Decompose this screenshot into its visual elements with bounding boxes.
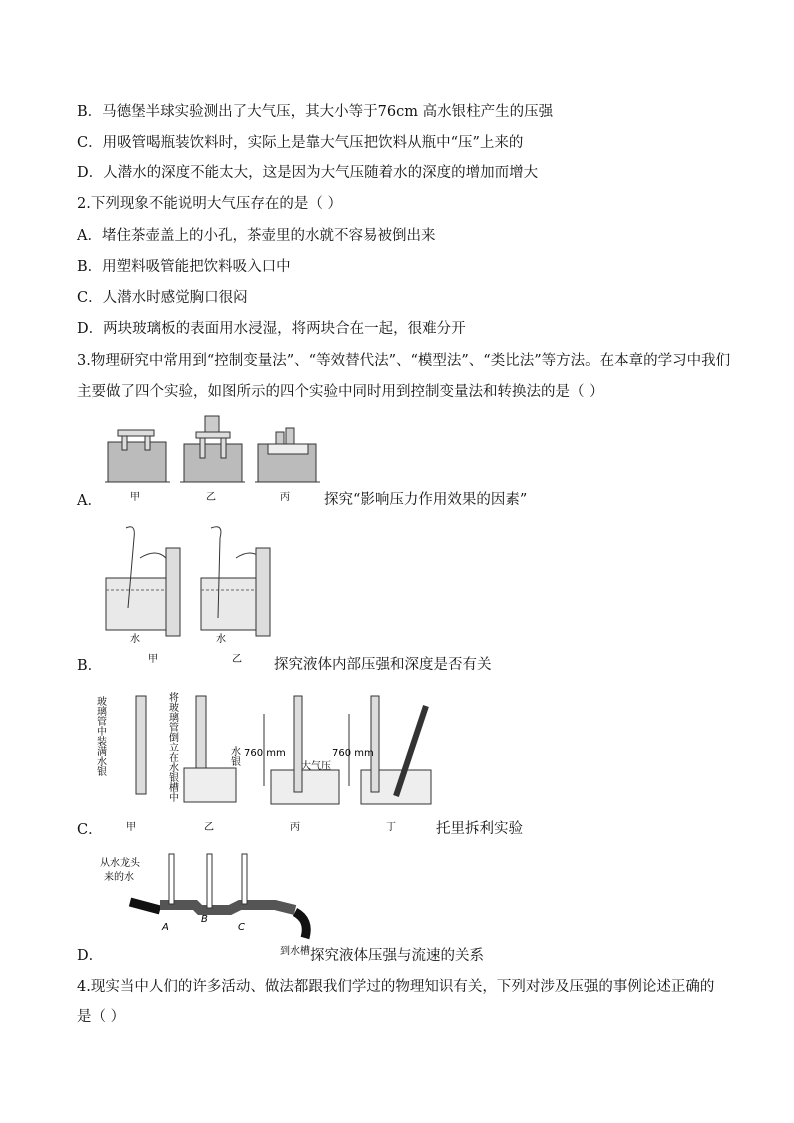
- torricelli-figure: [96, 686, 436, 836]
- label-b-jia: 甲: [148, 654, 158, 665]
- q3-option-a-letter: A．: [77, 493, 102, 509]
- q3-option-a-caption: 探究“影响压力作用效果的因素”: [324, 492, 528, 508]
- liquid-pressure-figure: [96, 518, 276, 668]
- point-b: B: [201, 914, 208, 925]
- label-jia: 甲: [130, 492, 140, 503]
- q3-stem-line2: 主要做了四个实验，如图所示的四个实验中同时用到控制变量法和转换法的是（ ）: [77, 384, 604, 400]
- q2-option-d: D．两块玻璃板的表面用水浸湿，将两块合在一起，很难分开: [77, 321, 466, 337]
- flow-pressure-figure: [100, 850, 320, 960]
- water-label-2: 水: [216, 634, 226, 645]
- mm-label-2: 760 mm: [332, 748, 374, 759]
- text-mercury: 水银: [228, 746, 240, 766]
- label-yi: 乙: [206, 492, 216, 503]
- label-c-yi: 乙: [204, 822, 214, 833]
- q3-option-b-caption: 探究液体内部压强和深度是否有关: [274, 657, 492, 673]
- q2-option-c: C．人潜水时感觉胸口很闷: [77, 290, 248, 306]
- water-label-1: 水: [130, 634, 140, 645]
- label-bing: 丙: [280, 492, 290, 503]
- q1-option-b: B．马德堡半球实验测出了大气压，其大小等于76cm 高水银柱产生的压强: [77, 104, 554, 120]
- q4-stem-line2: 是（ ）: [77, 1009, 126, 1025]
- source-text-2: 来的水: [104, 872, 134, 883]
- q4-stem-line1: 4.现实当中人们的许多活动、做法都跟我们学过的物理知识有关，下列对涉及压强的事例论述正确的: [77, 979, 715, 995]
- text-invert-tube: 将玻璃管倒立在水银槽中: [166, 692, 178, 802]
- q1-option-c: C．用吸管喝瓶装饮料时，实际上是靠大气压把饮料从瓶中“压”上来的: [77, 135, 524, 151]
- q3-stem-line1: 3.物理研究中常用到“控制变量法”、“等效替代法”、“模型法”、“类比法”等方法。在本章的学习中我们: [77, 353, 731, 369]
- q3-option-c-caption: 托里拆利实验: [436, 821, 523, 837]
- pressure-effect-figure: [100, 412, 320, 504]
- point-a: A: [162, 922, 169, 933]
- label-c-jia: 甲: [126, 822, 136, 833]
- air-pressure-label: 大气压: [301, 761, 331, 772]
- q2-option-b: B．用塑料吸管能把饮料吸入口中: [77, 259, 291, 275]
- label-b-yi: 乙: [232, 654, 242, 665]
- q3-option-d-letter: D．: [77, 948, 104, 964]
- label-c-ding: 丁: [386, 822, 396, 833]
- q2-option-a: A．堵住茶壶盖上的小孔，茶壶里的水就不容易被倒出来: [77, 228, 436, 244]
- q3-option-d-caption: 探究液体压强与流速的关系: [310, 948, 484, 964]
- q2-stem: 2.下列现象不能说明大气压存在的是（ ）: [77, 196, 342, 212]
- q1-option-d: D．人潜水的深度不能太大，这是因为大气压随着水的深度的增加而增大: [77, 165, 539, 181]
- mm-label-1: 760 mm: [244, 748, 286, 759]
- q3-option-c-letter: C．: [77, 822, 103, 838]
- point-c: C: [238, 922, 245, 933]
- label-c-bing: 丙: [290, 822, 300, 833]
- q3-option-b-letter: B．: [77, 658, 103, 674]
- text-fill-mercury: 玻璃管中装满水银: [94, 696, 106, 776]
- source-text-1: 从水龙头: [100, 858, 140, 869]
- sink-label: 到水槽: [280, 946, 310, 957]
